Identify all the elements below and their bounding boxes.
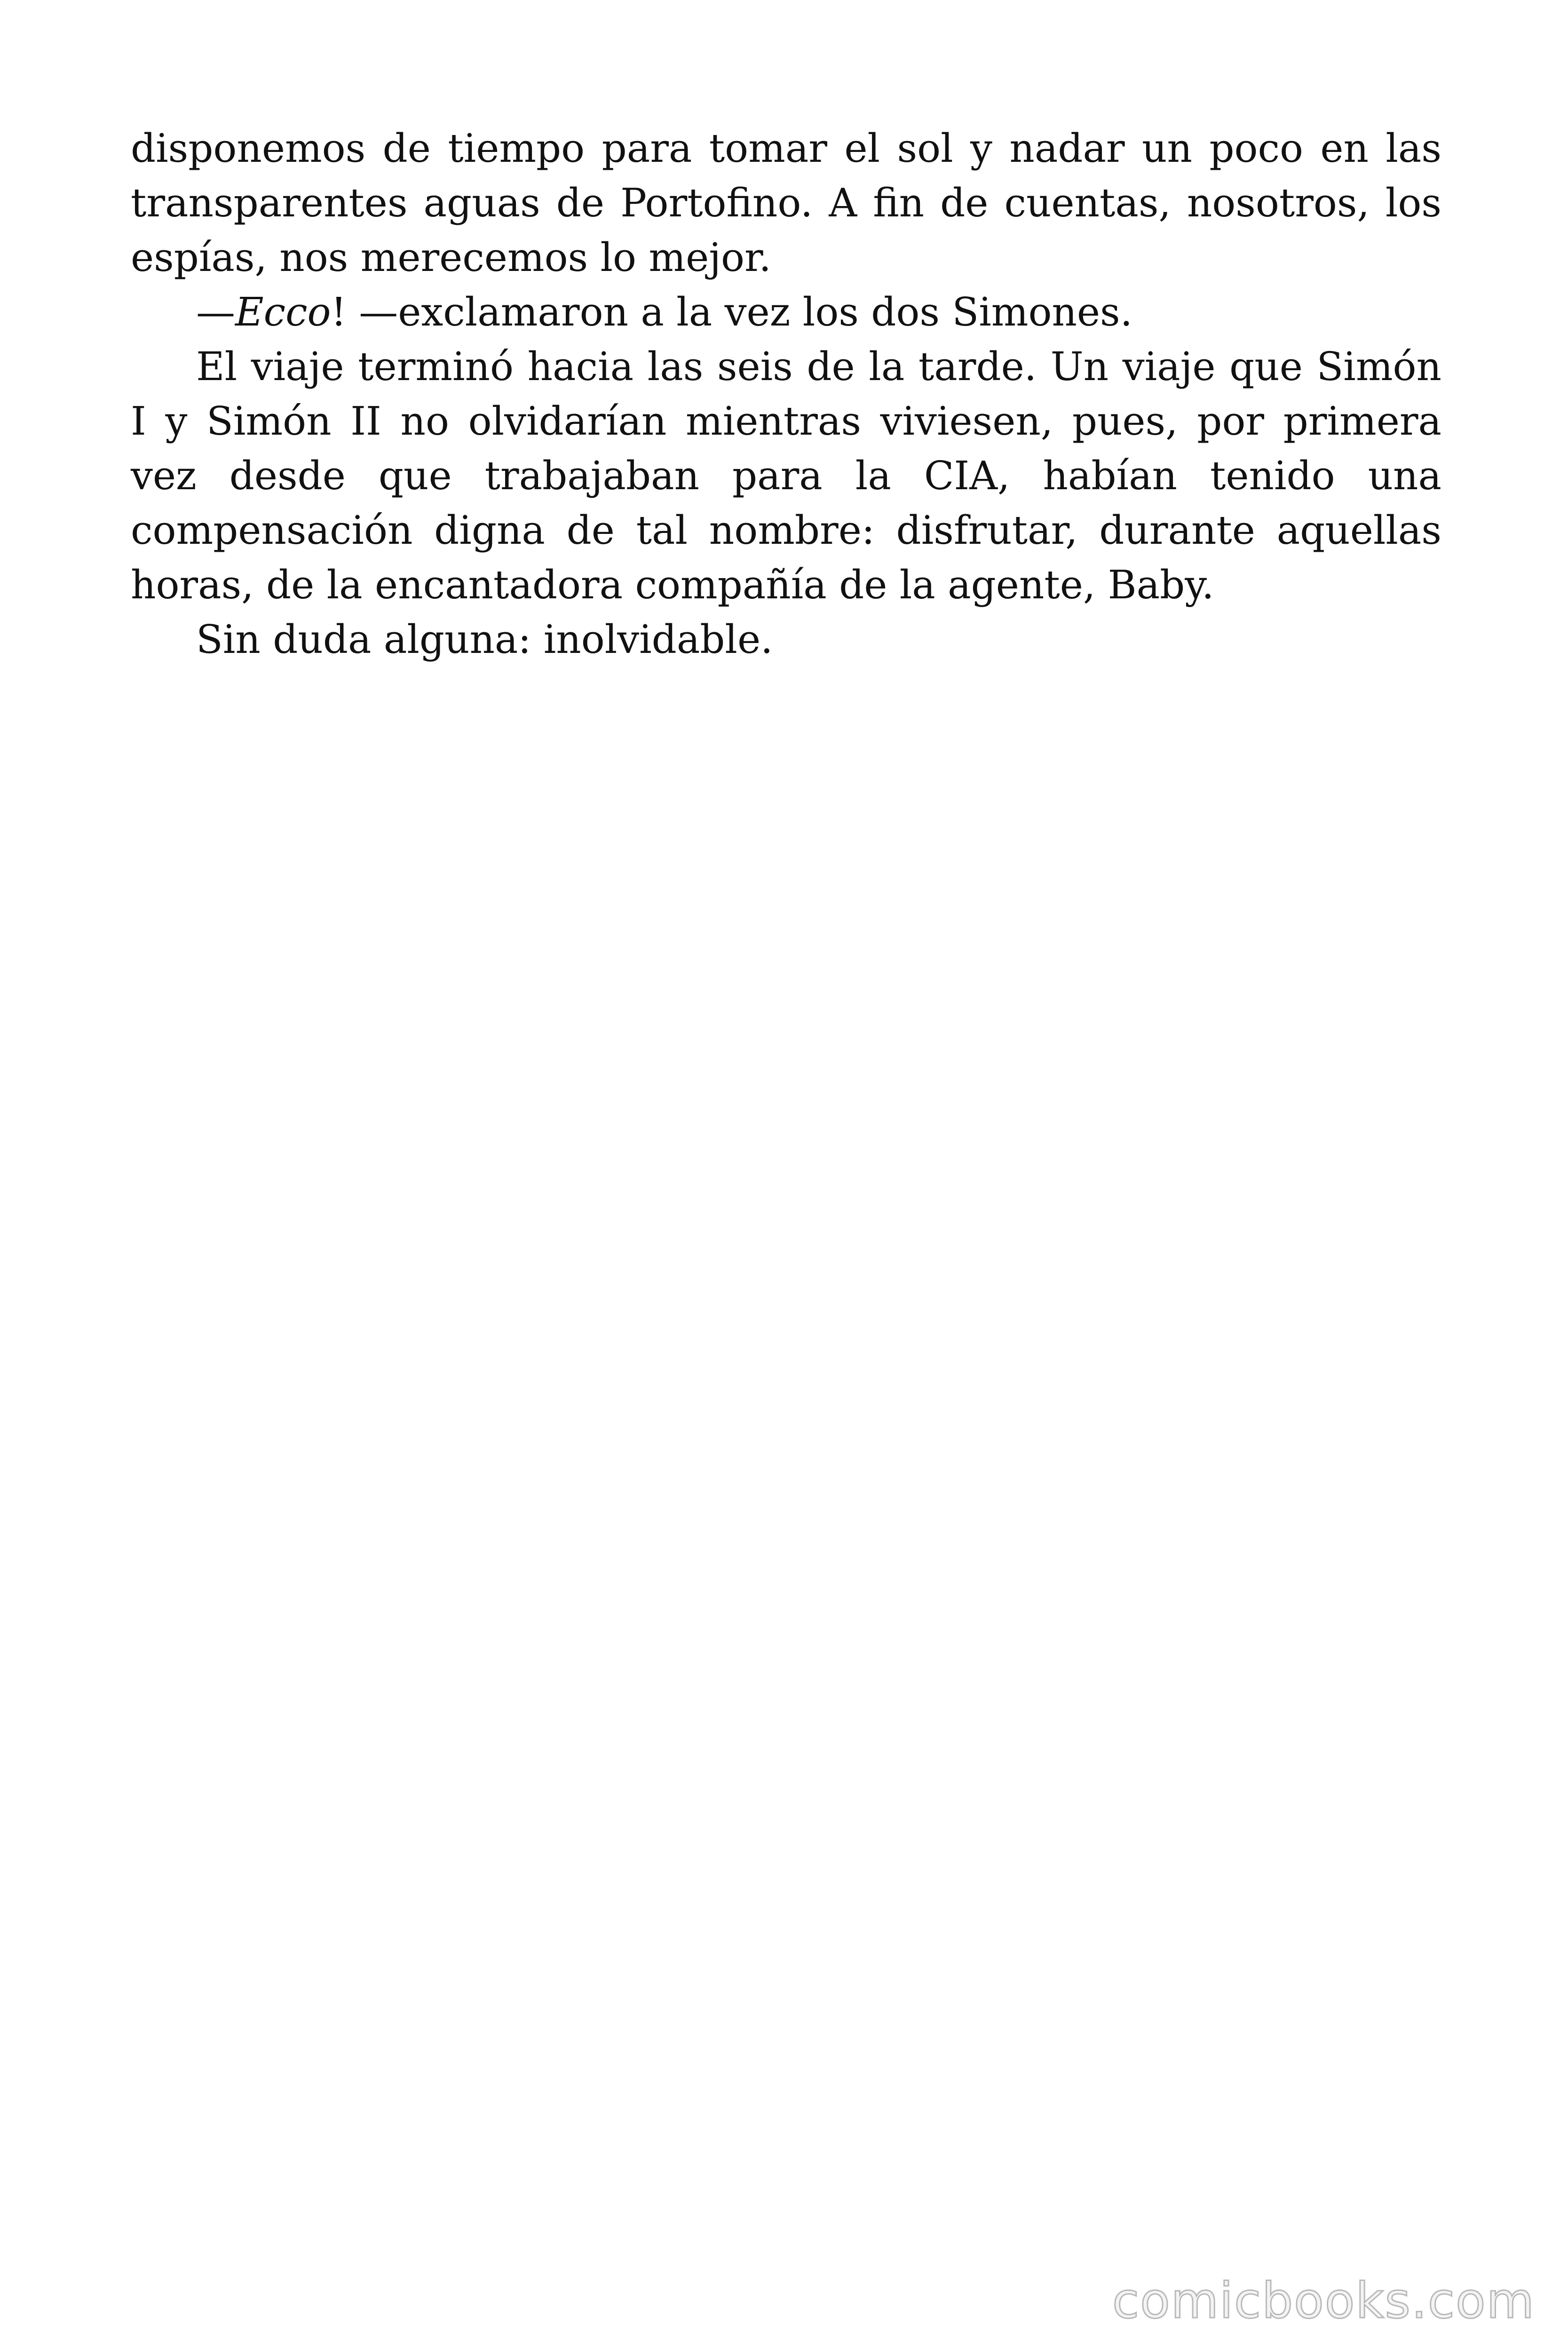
paragraph-trip-ending: El viaje terminó hacia las seis de la tarde. Un viaje que Simón I y Simón II no olvidarían mientras viviesen, pues, por primera vez desde que trabajaban para la CIA, habían tenido una compensación digna de tal nombre: disfrutar, durante aquellas horas, de la encantadora compañía de la agente, Baby.	[131, 344, 1441, 608]
dialogue-rest: ! —exclamaron a la vez los dos Simones.	[331, 289, 1132, 335]
italic-word: Ecco	[235, 289, 331, 335]
paragraph-dialogue	[131, 285, 1441, 340]
paragraph-closing: Sin duda alguna: inolvidable.	[196, 617, 773, 662]
paragraph-continuation: disponemos de tiempo para tomar el sol y nadar un poco en las transparentes aguas de Portofino. A fin de cuentas, nosotros, los espías, nos merecemos lo mejor.	[131, 126, 1441, 280]
dialogue-dash: —	[196, 289, 235, 335]
watermark-logo: comicbooks.com	[1112, 2272, 1535, 2329]
body-text	[131, 121, 1441, 667]
